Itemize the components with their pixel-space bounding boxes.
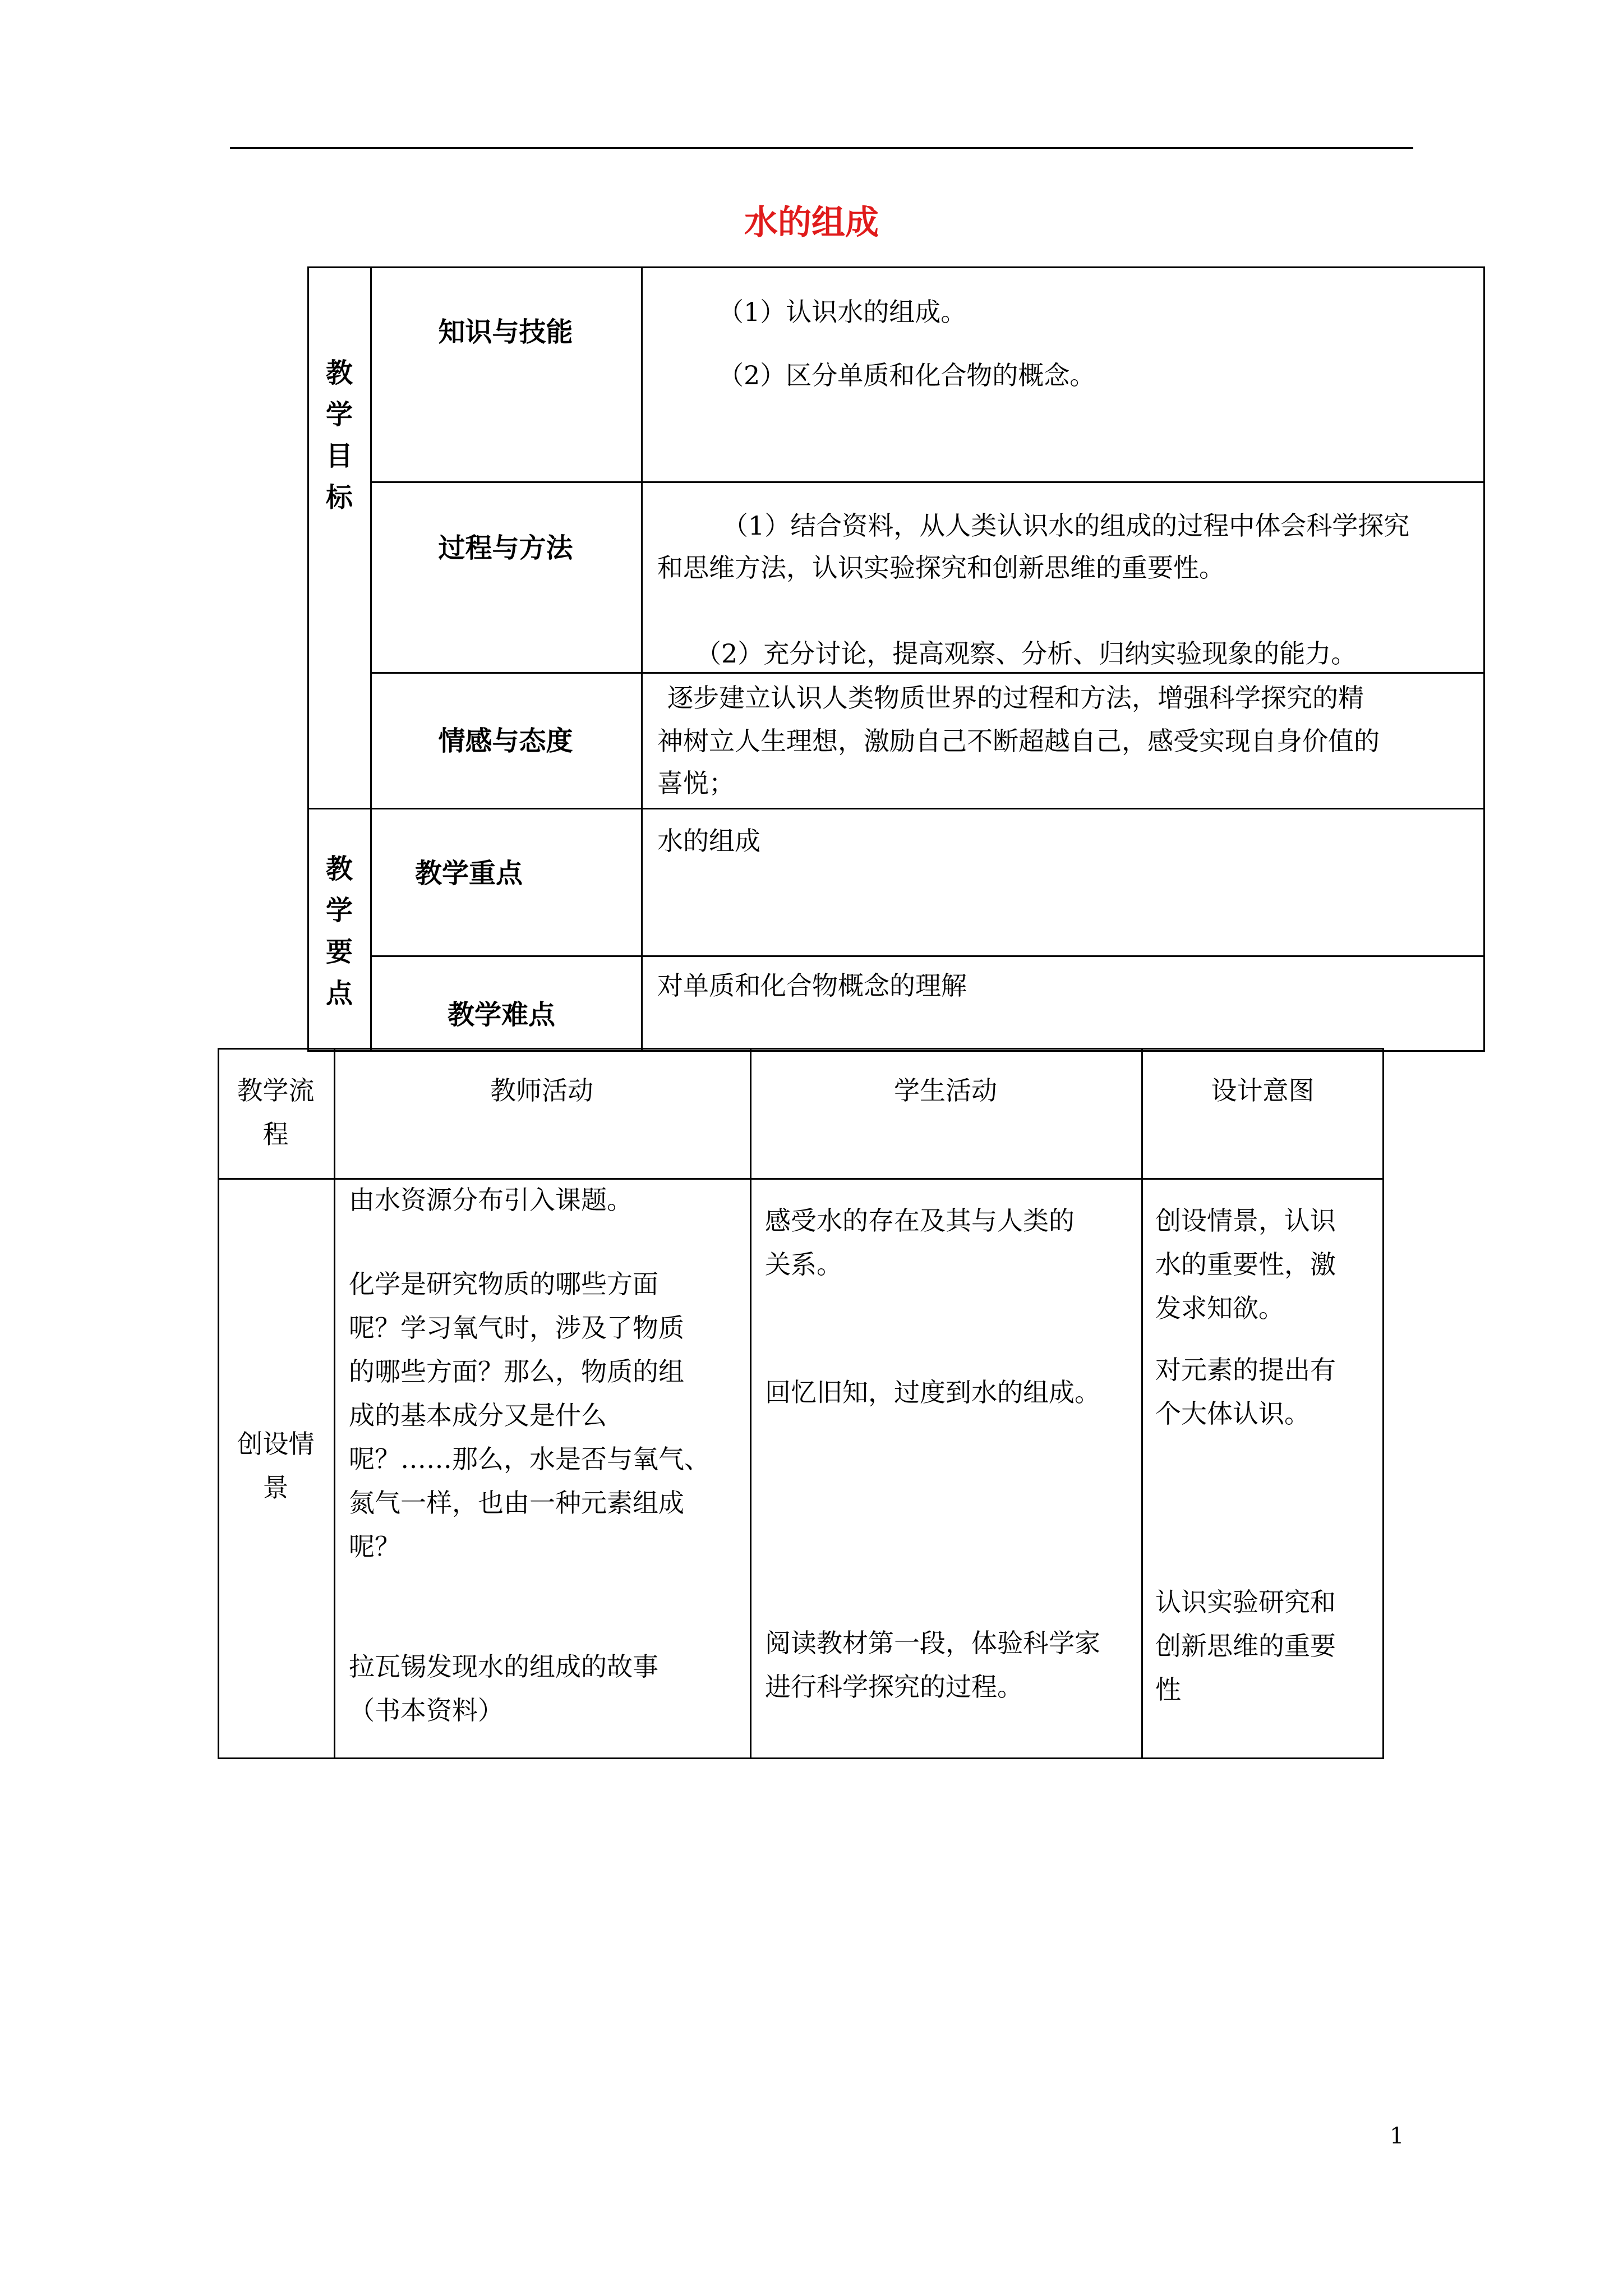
page-title: 水的组成: [744, 203, 879, 242]
table-divider: [750, 1048, 751, 1759]
keypoints-group-label: 教 学 要 点: [325, 853, 353, 1009]
intent-element: 对元素的提出有 个大体认识。: [1155, 1355, 1336, 1429]
intent-scenario: 创设情景，认识 水的重要性，激 发求知欲。: [1155, 1205, 1336, 1323]
table-divider: [307, 808, 1485, 809]
table-divider: [370, 266, 372, 1052]
table-divider: [370, 481, 1485, 483]
page-number: 1: [1390, 2123, 1404, 2149]
teacher-activity-intro: 由水资源分布引入课题。: [349, 1185, 633, 1215]
objective-text: （1）结合资料，从人类认识水的组成的过程中体会科学探究: [722, 510, 1410, 541]
table-divider: [334, 1048, 335, 1759]
objective-label-knowledge: 知识与技能: [438, 316, 573, 348]
key-point-text: 水的组成: [657, 826, 760, 856]
objective-text: （2）充分讨论，提高观察、分析、归纳实验现象的能力。: [695, 638, 1357, 669]
objective-text: （2）区分单质和化合物的概念。: [718, 360, 1096, 390]
header-rule: [230, 147, 1413, 149]
teacher-activity-questions: 化学是研究物质的哪些方面 呢？学习氧气时，涉及了物质 的哪些方面？那么，物质的组 成的基本成分又是什么 呢？……那么，水是否与氧气、 氮气一样，也由一种元素组成 呢？: [349, 1269, 710, 1562]
objective-label-attitude: 情感与态度: [438, 725, 573, 757]
intent-experiment: 认识实验研究和 创新思维的重要 性: [1155, 1587, 1336, 1705]
table-divider: [641, 266, 643, 1052]
table-divider: [1141, 1048, 1143, 1759]
header-student: 学生活动: [894, 1075, 997, 1106]
objective-text: 和思维方法，认识实验探究和创新思维的重要性。: [657, 553, 1225, 583]
flow-label: 创设情 景: [237, 1429, 315, 1503]
objective-text: 喜悦；: [657, 768, 735, 798]
table-divider: [370, 955, 1485, 957]
teacher-activity-story: 拉瓦锡发现水的组成的故事 （书本资料）: [349, 1651, 658, 1726]
student-activity-read: 阅读教材第一段，体验科学家 进行科学探究的过程。: [765, 1628, 1100, 1702]
difficult-point-text: 对单质和化合物概念的理解: [657, 970, 967, 1001]
key-point-label: 教学重点: [415, 858, 523, 889]
student-activity-feel: 感受水的存在及其与人类的 关系。: [765, 1205, 1075, 1280]
difficult-point-label: 教学难点: [448, 999, 556, 1030]
header-flow: 教学流 程: [237, 1075, 315, 1149]
objective-text: （1）认识水的组成。: [718, 297, 967, 327]
header-intent: 设计意图: [1211, 1075, 1315, 1106]
header-teacher: 教师活动: [490, 1075, 593, 1106]
objective-text: 逐步建立认识人类物质世界的过程和方法，增强科学探究的精: [667, 683, 1364, 713]
objective-label-process: 过程与方法: [438, 532, 573, 564]
objective-text: 神树立人生理想，激励自己不断超越自己，感受实现自身价值的: [657, 726, 1380, 756]
student-activity-review: 回忆旧知，过度到水的组成。: [765, 1377, 1100, 1407]
objectives-group-label: 教 学 目 标: [325, 357, 353, 513]
